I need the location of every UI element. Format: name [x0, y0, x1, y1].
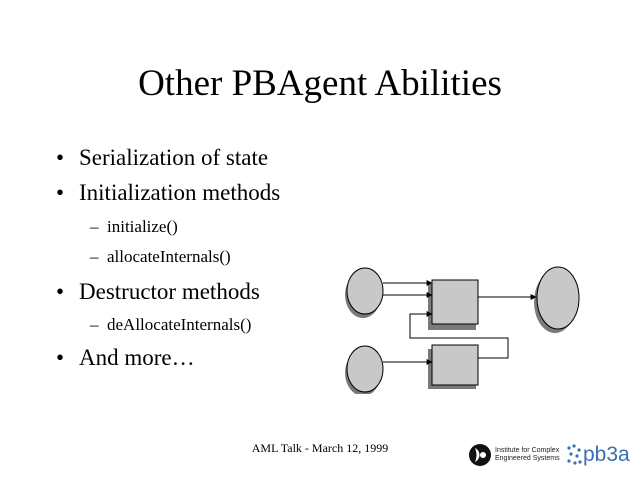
- pb3-logo-text: pb3a: [583, 443, 630, 466]
- agent-flow-diagram: [336, 258, 586, 394]
- sub-bullet-text: deAllocateInternals(): [107, 315, 252, 334]
- bullet-initialization: [56, 179, 280, 207]
- bullet-text: And more…: [79, 345, 195, 370]
- sub-dash: –: [90, 217, 99, 236]
- pb3-logo: [566, 442, 630, 468]
- bullet-more: [56, 344, 195, 372]
- sub-bullet-text: allocateInternals(): [107, 247, 231, 266]
- sub-bullet-deallocate: [90, 315, 251, 335]
- institute-name-line2: Engineered Systems: [495, 455, 560, 462]
- sub-dash: –: [90, 315, 99, 334]
- agent-box-top: [432, 280, 478, 324]
- slide-footer: AML Talk - March 12, 1999: [251, 441, 389, 455]
- source-node-bottom: [347, 346, 383, 392]
- bullet-dot: •: [56, 145, 65, 170]
- slide-title: Other PBAgent Abilities: [138, 63, 502, 104]
- pb3-dots-icon: [566, 442, 582, 468]
- bullet-text: Destructor methods: [79, 279, 260, 304]
- bullet-dot: •: [56, 345, 65, 370]
- sub-bullet-allocate: [90, 247, 231, 267]
- sub-bullet-text: initialize(): [107, 217, 178, 236]
- bullet-destructor: [56, 278, 260, 306]
- institute-logo: [467, 442, 560, 468]
- bullet-text: Initialization methods: [79, 180, 281, 205]
- agent-box-bottom: [432, 345, 478, 385]
- source-node-top: [347, 268, 383, 314]
- bullet-dot: •: [56, 279, 65, 304]
- output-node: [537, 267, 579, 329]
- bullet-text: Serialization of state: [79, 145, 269, 170]
- bullet-serialization: [56, 144, 268, 172]
- institute-name-line1: Institute for Complex: [495, 447, 560, 454]
- sub-bullet-initialize: [90, 217, 178, 237]
- institute-emblem-icon: [467, 442, 493, 468]
- sub-dash: –: [90, 247, 99, 266]
- bullet-dot: •: [56, 180, 65, 205]
